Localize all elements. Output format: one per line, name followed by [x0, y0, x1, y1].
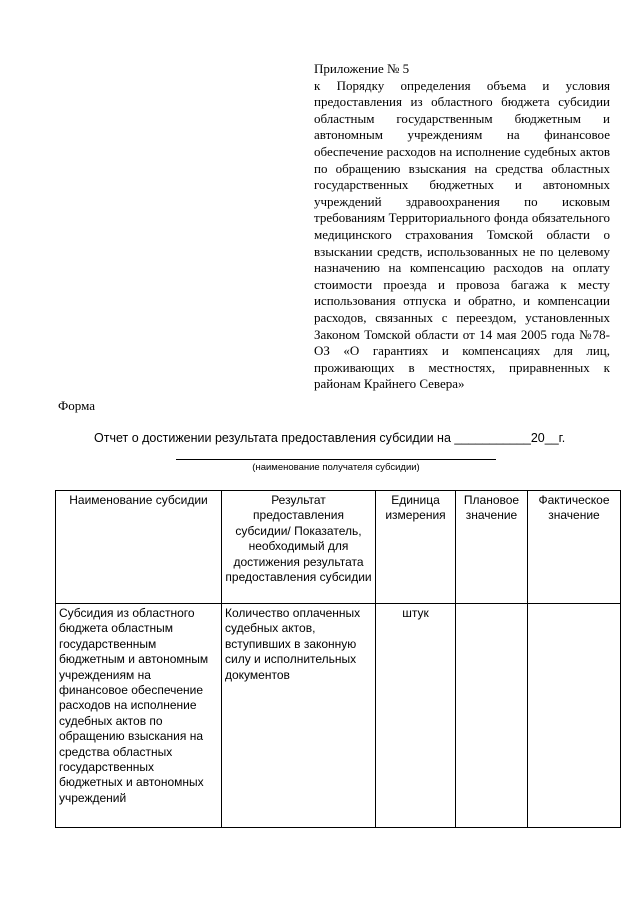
appendix-title: Приложение № 5: [314, 61, 410, 76]
cell-actual-value: [528, 604, 621, 828]
recipient-caption: (наименование получателя субсидии): [252, 462, 420, 473]
header-planned-value: Плановое значение: [456, 491, 528, 604]
appendix-body: к Порядку определения объема и условия предоставления из областного бюджета субсидии областным государственным бюджетным и автономным учреждениям на финансовое обеспечение расходов на исполнение судебных актов по обращению взыскания на средства областных государственных бюджетных и автономных учреждений здравоохранения по исковым требованиям Территориального фонда обязательного медицинского страхования Томской области о взыскании средств, использованных не по целевому назначению на компенсацию расходов на оплату стоимости проезда и провоза багажа к месту использования отпуска и обратно, и компенсации расходов, связанных с переездом, установленных Законом Томской области от 14 мая 2005 года №78-ОЗ «О гарантиях и компенсациях для лиц, проживающих в местностях, приравненных к районам Крайнего Севера»: [314, 77, 610, 392]
header-actual-value: Фактическое значение: [528, 491, 621, 604]
cell-subsidy-name: Субсидия из областного бюджета областным государственным бюджетным и автономным учреждениям на финансовое обеспечение расходов на исполнение судебных актов по обращению взыскания на средства областных государственных бюджетных и автономных учреждений: [56, 604, 222, 828]
report-title: Отчет о достижении результата предоставления субсидии на ___________20__г.: [94, 431, 566, 445]
table-row: [56, 604, 621, 828]
table-header-row: [56, 491, 621, 604]
cell-unit: штук: [376, 604, 456, 828]
header-unit: Единица измерения: [376, 491, 456, 604]
cell-planned-value: [456, 604, 528, 828]
appendix-block: [314, 61, 610, 393]
header-subsidy-name: Наименование субсидии: [56, 491, 222, 604]
recipient-name-line: [176, 459, 496, 460]
form-label: Форма: [58, 398, 95, 413]
report-table: [55, 490, 621, 828]
cell-result-indicator: Количество оплаченных судебных актов, вступивших в законную силу и исполнительных документов: [222, 604, 376, 828]
header-result-indicator: Результат предоставления субсидии/ Показатель, необходимый для достижения результата предоставления субсидии: [222, 491, 376, 604]
